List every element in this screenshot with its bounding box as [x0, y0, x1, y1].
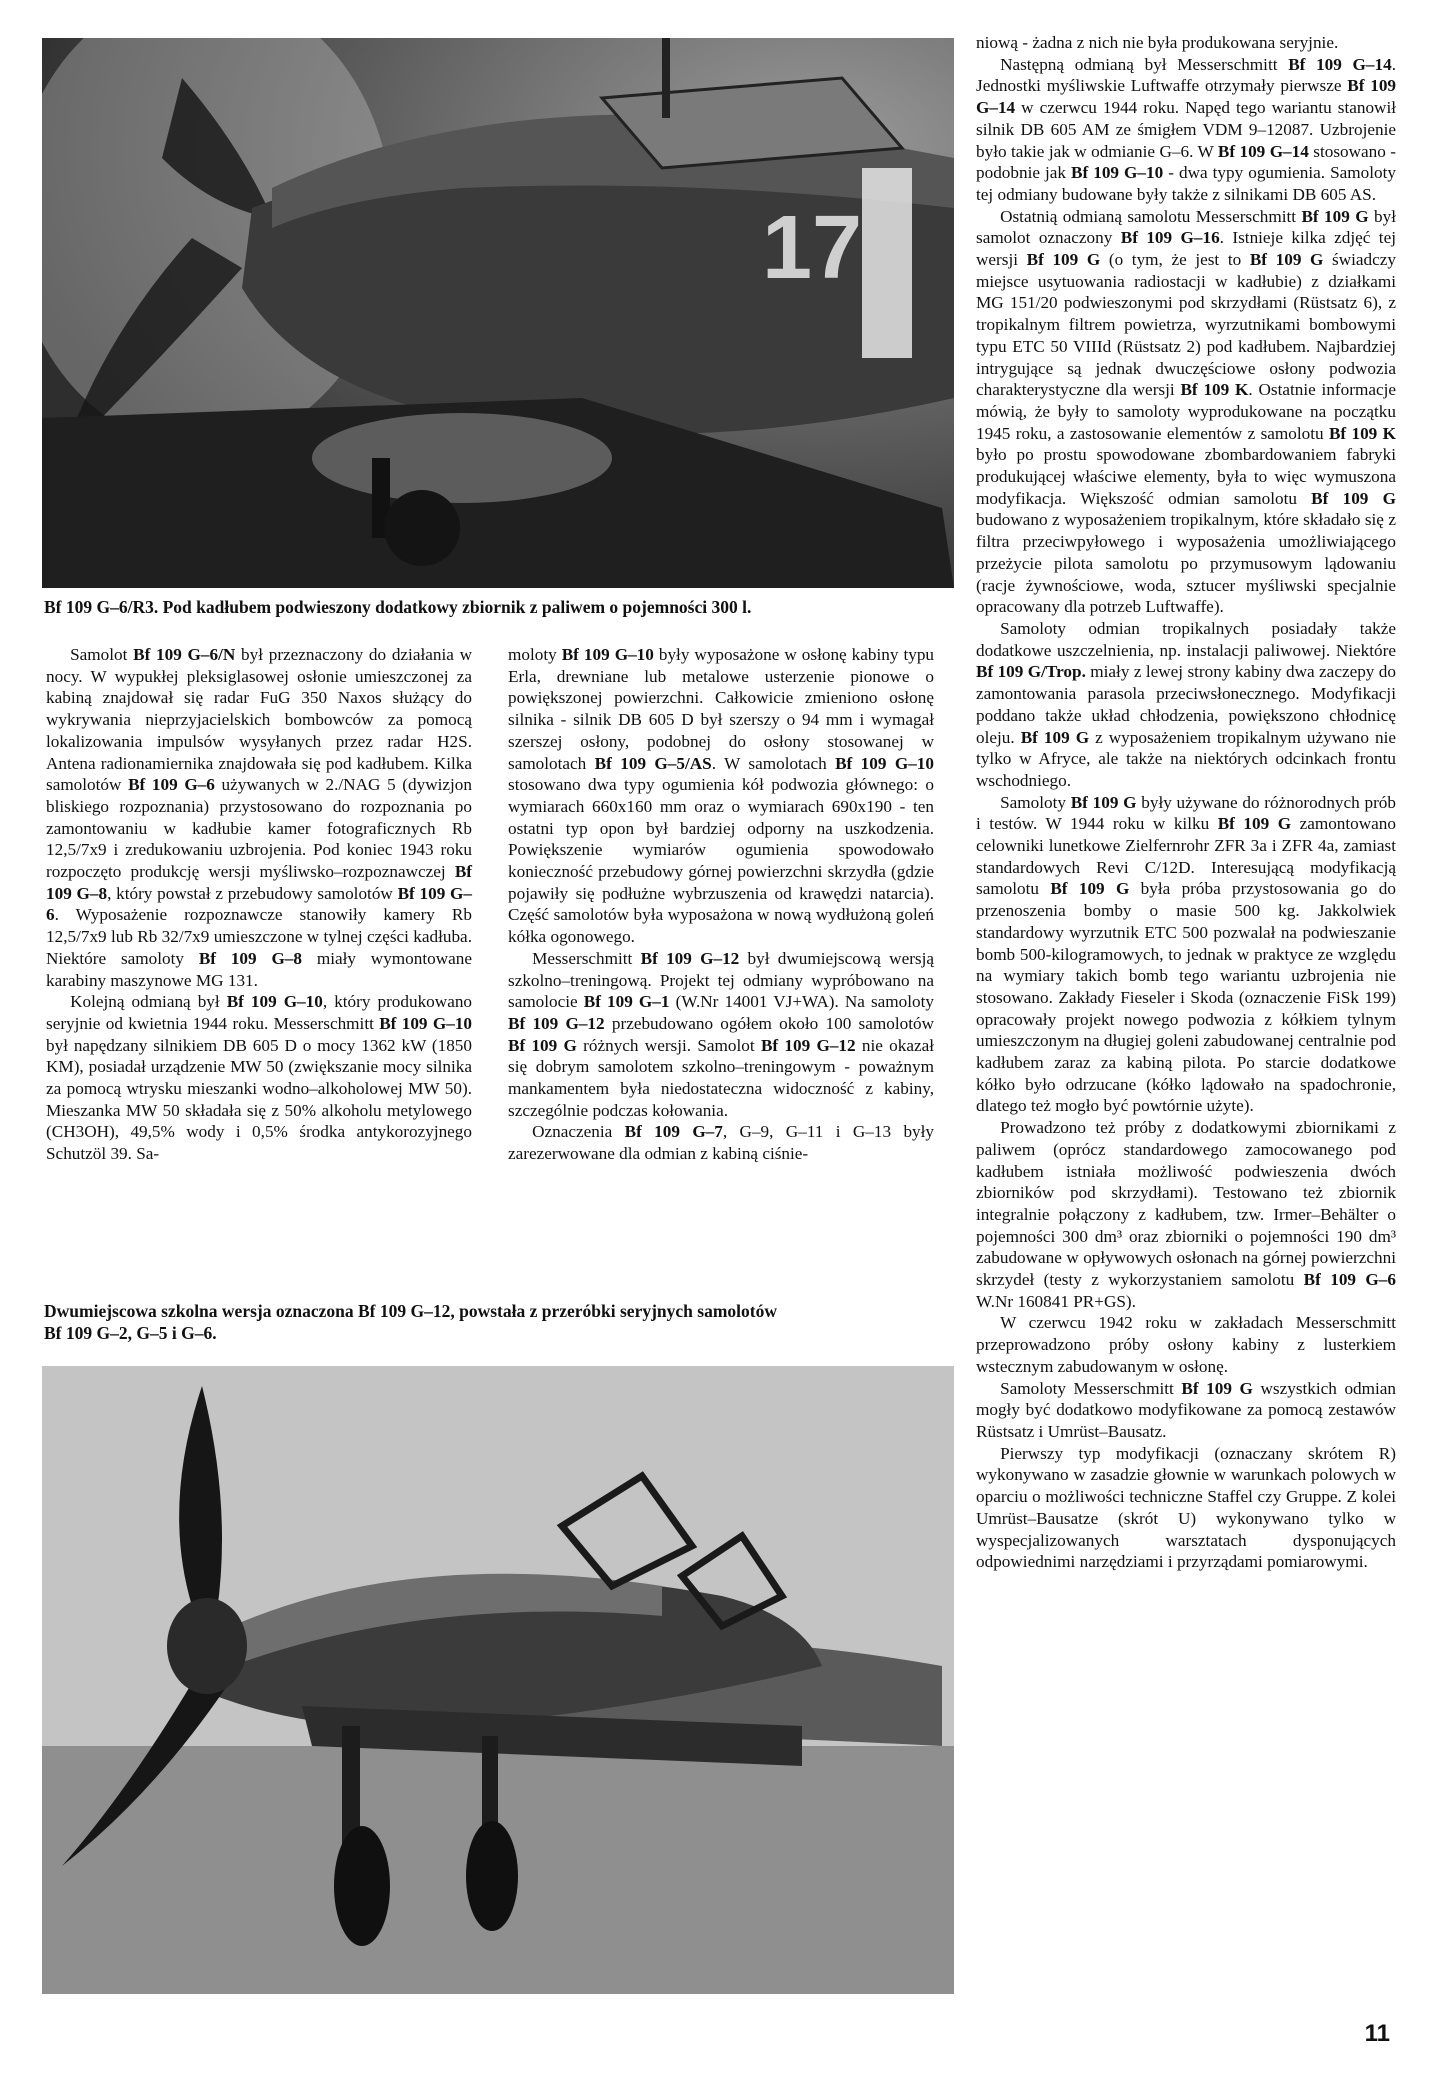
col3-paragraph-4: Samoloty Bf 109 G były używane do różnorodnych prób i testów. W 1944 roku w kilku Bf 109 G zamontowano celowniki lunetkowe Zielfernrohr ZFR 3a i ZFR 4a, zamiast standardowych Revi C/12D. Interesującą modyfikacją samolotu Bf 109 G była próba przystosowania go do przenoszenia bomby o masie 500 kg. Jakkolwiek standardowy wyrzutnik ETC 500 pozwalał na podwieszanie bomb 500-kilogramowych, to jednak w praktyce ze względu na wymiary takich bomb tego wariantu uzbrojenia nie stosowano. Zakłady Fieseler i Skoda (oznaczenie FiSk 199) opracowały projekt nowego podwozia z kółkiem tylnym umieszczonym na długiej goleni zabudowanej centralnie pod kadłubem zaraz za kabiną pilota. Po starcie dodatkowe kółko było odrzucane (kółko lądowało na spadochronie, dlatego też mogło być powtórnie użyte). — [976, 792, 1396, 1116]
photo-bf109-g12-drawing — [42, 1366, 954, 1994]
caption-photo2-line2: Bf 109 G–2, G–5 i G–6. — [44, 1323, 217, 1343]
caption-photo1-text: Bf 109 G–6/R3. Pod kadłubem podwieszony dodatkowy zbiornik z paliwem o pojemności 300 l. — [44, 597, 752, 617]
caption-photo2 — [44, 1300, 954, 1344]
photo-bf109-g6-r3-drawing — [42, 38, 954, 588]
caption-photo1 — [44, 596, 954, 618]
col3-paragraph-2: Ostatnią odmianą samolotu Messerschmitt Bf 109 G był samolot oznaczony Bf 109 G–16. Istnieje kilka zdjęć tej wersji Bf 109 G (o tym, że jest to Bf 109 G świadczy miejsce usytuowania radiostacji w kadłubie) z działkami MG 151/20 podwieszonymi pod skrzydłami (Rüstsatz 6), z tropikalnym filtrem powietrza, wyrzutnikami bombowymi typu ETC 50 VIIId (Rüstsatz 2) pod kadłubem. Najbardziej intrygujące są jednak dwuczęściowe osłony podwozia charakterystyczne dla wersji Bf 109 K. Ostatnie informacje mówią, że były to samoloty wyprodukowane na początku 1945 roku, a zastosowanie elementów z samolotu Bf 109 K było po prostu spowodowane zbombardowaniem fabryki produkującej właściwe elementy, była to więc wymuszona modyfikacja. Większość odmian samolotu Bf 109 G budowano z wyposażeniem tropikalnym, które składało się z filtra przeciwpyłowego i wyposażenia umożliwiającego przeżycie pilota samolotu po przymusowym lądowaniu (racje żywnościowe, woda, sztucer myśliwski specjalnie opracowany dla potrzeb Luftwaffe). — [976, 206, 1396, 617]
col3-paragraph-0: niową - żadna z nich nie była produkowana seryjnie. — [976, 33, 1339, 52]
col3-paragraph-6: W czerwcu 1942 roku w zakładach Messerschmitt przeprowadzono próby osłony kabiny z lusterkiem wstecznym zabudowanym w osłonę. — [976, 1313, 1396, 1376]
col3-paragraph-5: Prowadzono też próby z dodatkowymi zbiornikami z paliwem (oprócz standardowego zamocowanego pod kadłubem istniała możliwość podwieszenia dwóch zbiorników pod skrzydłami). Testowano też zbiornik integralnie połączony z kadłubem, tzw. Irmer–Behälter o pojemności 300 dm³ oraz zbiorniki o pojemności 190 dm³ zabudowane w opływowych osłonach na górnej powierzchni skrzydeł (testy z wykorzystaniem samolotu Bf 109 G–6 W.Nr 160841 PR+GS). — [976, 1118, 1396, 1311]
column-1 — [46, 644, 472, 1165]
col2-paragraph-1: moloty Bf 109 G–10 były wyposażone w osłonę kabiny typu Erla, drewniane lub metalowe usterzenie pionowe o powiększonej powierzchni. Całkowicie zmieniono osłonę silnika - silnik DB 605 D był szerszy o 94 mm i wymagał szerszej osłony, podobnej do osłony stosowanej w samolotach Bf 109 G–5/AS. W samolotach Bf 109 G–10 stosowano dwa typy ogumienia kół podwozia głównego: o wymiarach 660x160 mm oraz o wymiarach 690x190 - ten ostatni typ opon był bardziej odporny na uszkodzenia. Powiększenie wymiarów ogumienia spowodowało konieczność przebudowy górnej powierzchni skrzydła (gdzie pojawiły się podłużne wybrzuszenia od krawędzi natarcia). Część samolotów była wyposażona w nową wydłużoną goleń kółka ogonowego. — [508, 645, 935, 947]
fuselage-marking-number: 17 — [762, 198, 863, 298]
column-2 — [508, 644, 934, 1165]
col2-paragraph-2: Messerschmitt Bf 109 G–12 był dwumiejscową wersją szkolno–treningową. Projekt tej odmiany wypróbowano na samolocie Bf 109 G–1 (W.Nr 14001 VJ+WA). Na samoloty Bf 109 G–12 przebudowano ogółem około 100 samolotów Bf 109 G różnych wersji. Samolot Bf 109 G–12 nie okazał się dobrym samolotem szkolno–treningowym - poważnym mankamentem była niedostateczna widoczność z kabiny, szczególnie podczas kołowania. — [508, 948, 935, 1120]
caption-photo2-line1: Dwumiejscowa szkolna wersja oznaczona Bf 109 G–12, powstała z przeróbki seryjnych samolotów — [44, 1301, 777, 1321]
col2-paragraph-3: Oznaczenia Bf 109 G–7, G–9, G–11 i G–13 były zarezerwowane dla odmian z kabiną ciśnie- — [508, 1122, 934, 1164]
photo-bf109-g12 — [42, 1366, 954, 1994]
photo-bf109-g6-r3 — [42, 38, 954, 588]
col3-paragraph-7: Samoloty Messerschmitt Bf 109 G wszystkich odmian mogły być dodatkowo modyfikowane za pomocą zestawów Rüstsatz i Umrüst–Bausatz. — [976, 1378, 1397, 1441]
page-number: 11 — [1364, 2020, 1390, 2047]
col1-paragraph-2: Kolejną odmianą był Bf 109 G–10, który produkowano seryjnie od kwietnia 1944 roku. Messerschmitt Bf 109 G–10 był napędzany silnikiem DB 605 D o mocy 1362 kW (1850 KM), posiadał urządzenie MW 50 (zwiększanie mocy silnika za pomocą wtrysku mieszanki wodno–alkoholowej MW 50). Mieszanka MW 50 składała się z 50% alkoholu metylowego (CH3OH), 49,5% wody i 0,5% środka antykorozyjnego Schutzöl 39. Sa- — [46, 992, 473, 1164]
col1-paragraph-1: Samolot Bf 109 G–6/N był przeznaczony do działania w nocy. W wypukłej pleksiglasowej osłonie umieszczonej za kabiną znajdował się radar FuG 350 Naxos służący do wykrywania nieprzyjacielskich bombowców za pomocą lokalizowania impulsów wysyłanych przez radar H2S. Antena radionamiernika znajdowała się pod kadłubem. Kilka samolotów Bf 109 G–6 używanych w 2./NAG 5 (dywizjon bliskiego rozpoznania) przystosowano do rozpoznania po zamontowaniu w kadłubie kamer fotograficznych Rb 12,5/7x9 i zredukowaniu uzbrojenia. Pod koniec 1943 roku rozpoczęto produkcję wersji myśliwsko–rozpoznawczej Bf 109 G–8, który powstał z przebudowy samolotów Bf 109 G–6. Wyposażenie rozpoznawcze stanowiły kamery Rb 12,5/7x9 lub Rb 32/7x9 umieszczone w tylnej części kadłuba. Niektóre samoloty Bf 109 G–8 miały wymontowane karabiny maszynowe MG 131. — [46, 645, 473, 990]
col3-paragraph-3: Samoloty odmian tropikalnych posiadały także dodatkowe uszczelnienia, np. instalacji paliwowej. Niektóre Bf 109 G/Trop. miały z lewej strony kabiny dwa zaczepy do zamontowania parasola przeciwsłonecznego. Modyfikacji poddano także układ chłodzenia, powiększono chłodnicę oleju. Bf 109 G z wyposażeniem tropikalnym używano nie tylko w Afryce, ale także na niektórych odcinkach frontu wschodniego. — [976, 618, 1396, 790]
col3-paragraph-1: Następną odmianą był Messerschmitt Bf 109 G–14. Jednostki myśliwskie Luftwaffe otrzymały pierwsze Bf 109 G–14 w czerwcu 1944 roku. Napęd tego wariantu stanowił silnik DB 605 AM ze śmigłem VDM 9–12087. Uzbrojenie było takie jak w odmianie G–6. W Bf 109 G–14 stosowano - podobnie jak Bf 109 G–10 - dwa typy ogumienia. Samoloty tej odmiany budowane były także z silnikami DB 605 AS. — [976, 54, 1397, 204]
col3-paragraph-8: Pierwszy typ modyfikacji (oznaczany skrótem R) wykonywano w zasadzie głownie w warunkach polowych w oparciu o możliwości techniczne Staffel czy Gruppe. Z kolei Umrüst–Bausatze (skrót U) wykonywano tylko w wyspecjalizowanych warsztatach dysponujących odpowiednimi narzędziami i przyrządami pomiarowymi. — [976, 1443, 1396, 1572]
column-3 — [976, 32, 1396, 1573]
